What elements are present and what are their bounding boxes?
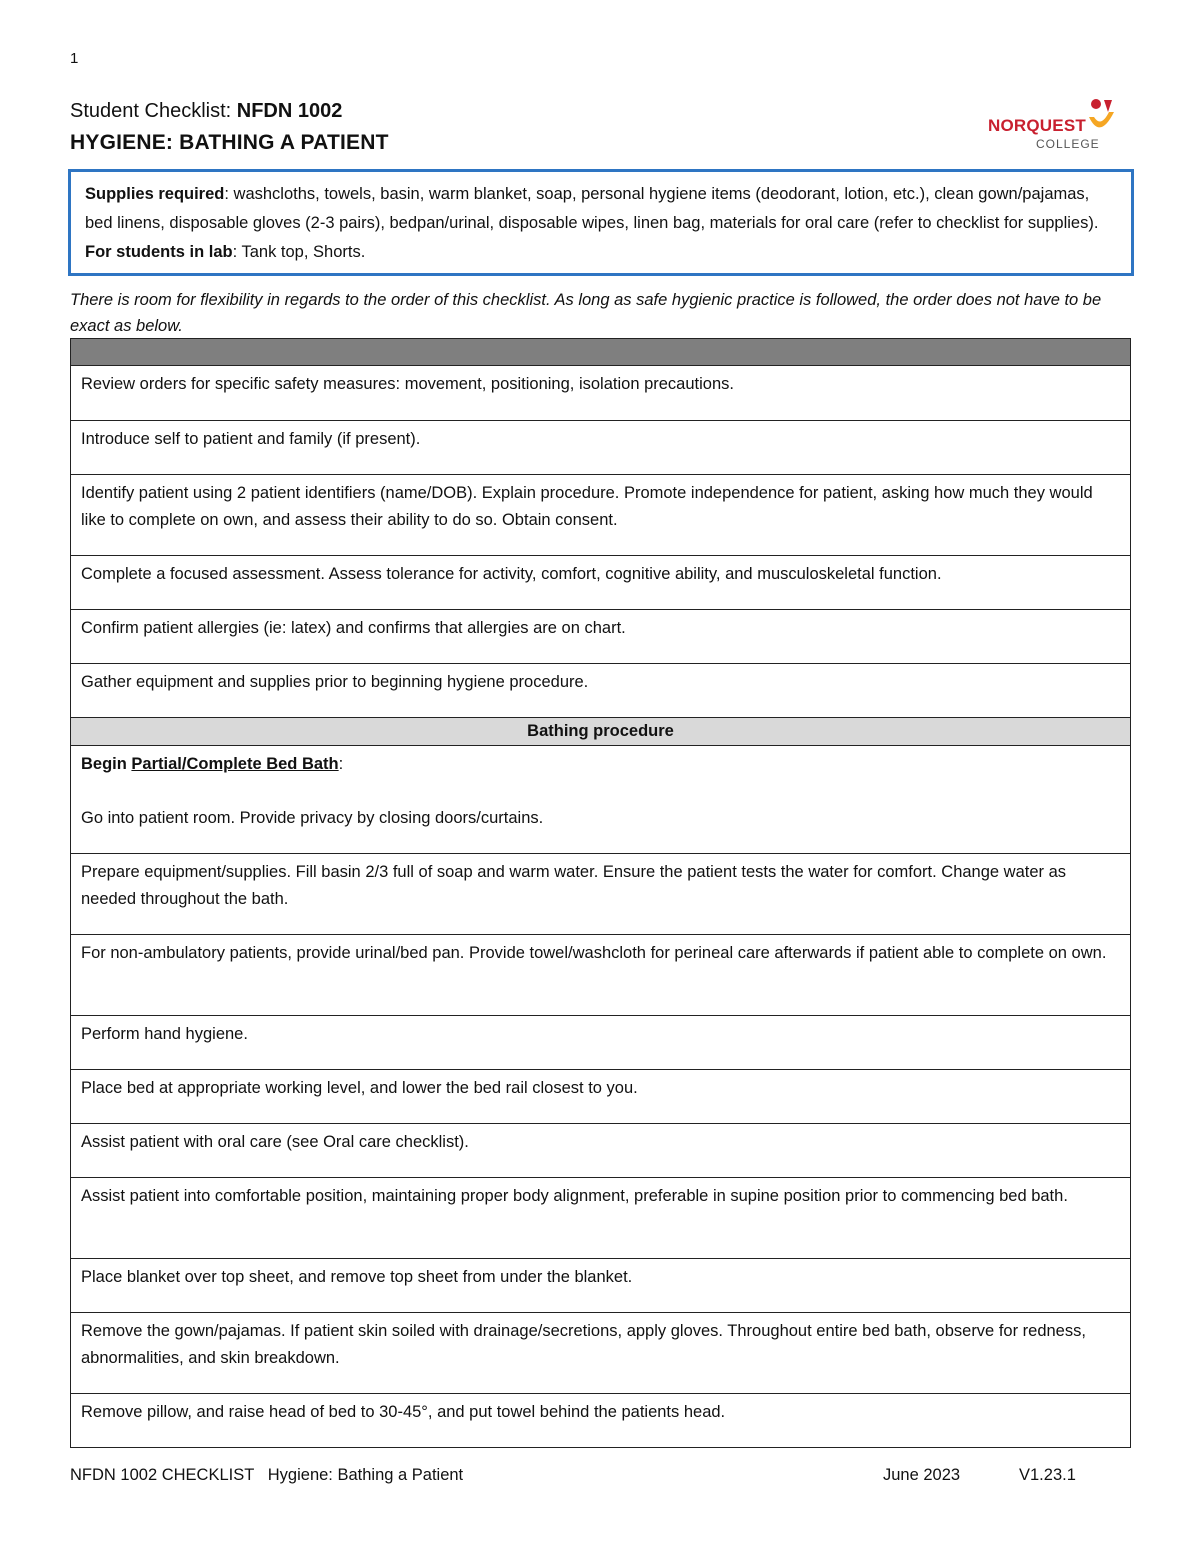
norquest-logo xyxy=(988,98,1118,154)
header-bar-cell xyxy=(71,339,1131,366)
footer-date: June 2023 xyxy=(883,1466,961,1484)
checklist-item: Complete a focused assessment. Assess tolerance for activity, comfort, cognitive ability, and musculoskeletal function. xyxy=(71,556,1131,610)
checklist-table xyxy=(70,338,1131,1448)
checklist-item-begin xyxy=(71,746,1131,854)
checklist-item: Place blanket over top sheet, and remove top sheet from under the blanket. xyxy=(71,1259,1131,1313)
section-title: Bathing procedure xyxy=(71,718,1131,746)
checklist-item: For non-ambulatory patients, provide urinal/bed pan. Provide towel/washcloth for perineal care afterwards if patient able to complete on own. xyxy=(71,935,1131,1016)
logo-name: NORQUEST xyxy=(988,116,1086,135)
table-header-bar xyxy=(71,339,1131,366)
page-number: 1 xyxy=(70,50,79,67)
table-row xyxy=(71,610,1131,664)
checklist-item: Prepare equipment/supplies. Fill basin 2/3 full of soap and warm water. Ensure the patient tests the water for comfort. Change water as needed throughout the bath. xyxy=(71,854,1131,935)
table-row xyxy=(71,475,1131,556)
checklist-item: Gather equipment and supplies prior to beginning hygiene procedure. xyxy=(71,664,1131,718)
table-row xyxy=(71,1070,1131,1124)
footer-title: NFDN 1002 CHECKLIST Hygiene: Bathing a Patient xyxy=(70,1466,464,1484)
table-row xyxy=(71,366,1131,421)
checklist-item: Place bed at appropriate working level, and lower the bed rail closest to you. xyxy=(71,1070,1131,1124)
table-row xyxy=(71,1016,1131,1070)
table-row xyxy=(71,1124,1131,1178)
checklist-item: Remove pillow, and raise head of bed to 30-45°, and put towel behind the patients head. xyxy=(71,1394,1131,1448)
checklist-item: Perform hand hygiene. xyxy=(71,1016,1131,1070)
supplies-label: Supplies required xyxy=(85,185,225,203)
checklist-subtitle xyxy=(70,100,342,123)
section-header xyxy=(71,718,1131,746)
supplies-list: : washcloths, towels, basin, warm blanket, soap, personal hygiene items (deodorant, lotion, etc.), clean gown/pajamas, bed linens, disposable gloves (2-3 pairs), bedpan/urinal, disposable wipes, linen bag, materials for oral care (refer to checklist for supplies). xyxy=(85,185,1099,232)
course-code: NFDN 1002 xyxy=(236,100,343,122)
table-row xyxy=(71,1313,1131,1394)
checklist-item: Identify patient using 2 patient identifiers (name/DOB). Explain procedure. Promote independence for patient, asking how much they would like to complete on own, and assess their ability to do so. Obtain consent. xyxy=(71,475,1131,556)
table-row xyxy=(71,935,1131,1016)
table-row xyxy=(71,664,1131,718)
begin-suffix: : xyxy=(338,755,344,773)
flexibility-note: There is room for flexibility in regards to the order of this checklist. As long as safe hygienic practice is followed, the order does not have to be exact as below. xyxy=(70,291,1102,335)
checklist-item: Remove the gown/pajamas. If patient skin soiled with drainage/secretions, apply gloves. Throughout entire bed bath, observe for redness, abnormalities, and skin breakdown. xyxy=(71,1313,1131,1394)
table-row xyxy=(71,1178,1131,1259)
page-title: HYGIENE: BATHING A PATIENT xyxy=(70,131,389,154)
lab-label: For students in lab xyxy=(85,243,233,261)
lab-text: : Tank top, Shorts. xyxy=(232,243,366,261)
checklist-item: Assist patient with oral care (see Oral care checklist). xyxy=(71,1124,1131,1178)
subtitle-prefix: Student Checklist: xyxy=(70,100,237,122)
table-row xyxy=(71,556,1131,610)
footer-version: V1.23.1 xyxy=(1019,1466,1076,1484)
logo-sub: COLLEGE xyxy=(1036,137,1100,151)
table-row xyxy=(71,1259,1131,1313)
begin-text: Go into patient room. Provide privacy by closing doors/curtains. xyxy=(81,809,544,827)
table-row xyxy=(71,421,1131,475)
table-row xyxy=(71,1394,1131,1448)
checklist-item: Review orders for specific safety measures: movement, positioning, isolation precautions. xyxy=(71,366,1131,421)
checklist-item: Introduce self to patient and family (if present). xyxy=(71,421,1131,475)
supplies-text xyxy=(85,180,1121,267)
table-row xyxy=(71,854,1131,935)
supplies-box xyxy=(68,169,1134,276)
checklist-item: Assist patient into comfortable position, maintaining proper body alignment, preferable in supine position prior to commencing bed bath. xyxy=(71,1178,1131,1259)
begin-link: Partial/Complete Bed Bath xyxy=(131,755,339,773)
table-row xyxy=(71,746,1131,854)
begin-prefix: Begin xyxy=(81,755,132,773)
checklist-item: Confirm patient allergies (ie: latex) and confirms that allergies are on chart. xyxy=(71,610,1131,664)
